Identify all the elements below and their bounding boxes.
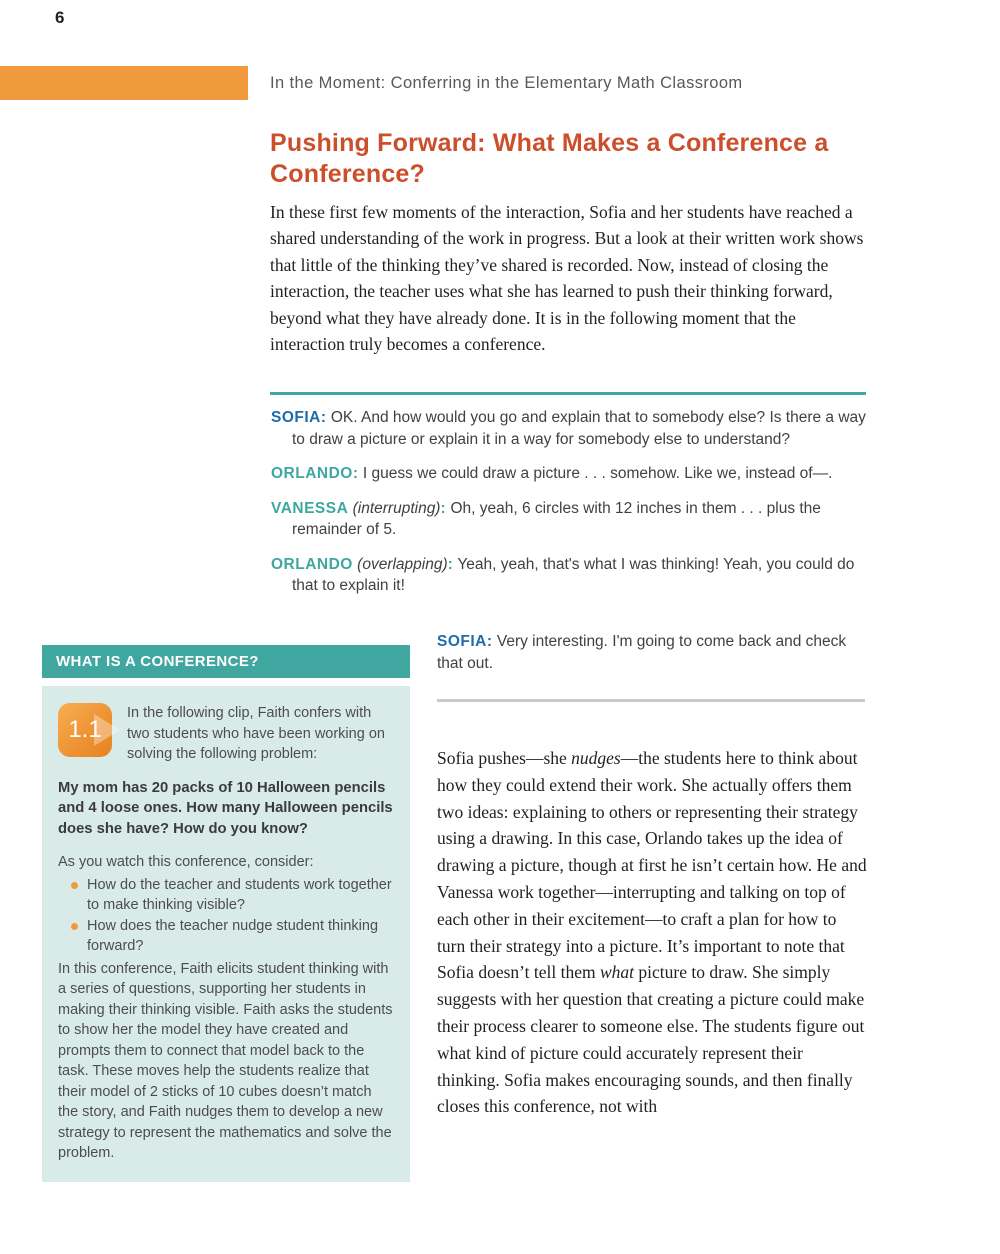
consider-lead: As you watch this conference, consider: <box>58 854 314 870</box>
dialogue-rule-bottom <box>437 699 865 702</box>
bullet-item <box>71 875 394 916</box>
video-clip-badge <box>58 703 112 757</box>
intro-paragraph: In these first few moments of the interaction, Sofia and her students have reached a shared understanding of the work in progress. But a look at their written work shows that little of the thinking they’ve shared is recorded. Now, instead of closing the interaction, the teacher uses what she has learned to push their thinking forward, beyond what they have already done. It is in the following moment that the interaction truly becomes a conference. <box>270 202 864 355</box>
problem-statement: My mom has 20 packs of 10 Halloween pencils and 4 loose ones. How many Halloween pencils does she have? How do you know? <box>58 779 393 837</box>
dialogue-block <box>271 407 867 610</box>
dialogue-line-sofia-2 <box>437 631 867 674</box>
running-head: In the Moment: Conferring in the Elementary Math Classroom <box>270 74 743 92</box>
bullet-item <box>71 916 394 957</box>
section-heading: Pushing Forward: What Makes a Conference a Conference? <box>270 129 829 188</box>
clip-intro-text: In the following clip, Faith confers with two students who have been working on solving the following problem: <box>127 705 385 762</box>
dialogue-line-orlando-1 <box>271 463 867 485</box>
dialogue-rule-top <box>270 392 866 395</box>
dialogue-text: I guess we could draw a picture . . . somehow. Like we, instead of—. <box>362 465 833 482</box>
speaker-label: SOFIA: <box>271 409 327 426</box>
folio-bar <box>0 66 248 100</box>
consider-bullets <box>58 875 394 957</box>
speaker-label: ORLANDO: <box>271 465 359 482</box>
dialogue-line-orlando-2 <box>271 554 867 597</box>
clip-row <box>58 701 394 765</box>
speaker-colon: : <box>447 555 454 573</box>
speaker-colon: : <box>440 499 447 517</box>
speaker-label: ORLANDO <box>271 555 353 573</box>
clip-number: 1.1 <box>68 715 102 743</box>
dialogue-line-sofia-1 <box>271 407 867 450</box>
bullet-dot-icon <box>71 882 78 889</box>
speaker-label: VANESSA <box>271 499 349 517</box>
dialogue-text: Yeah, yeah, that's what I was thinking! Yeah, you could do that to explain it! <box>292 555 855 594</box>
body-paragraph: Sofia pushes—she nudges—the students here to think about how they could extend their work. She actually offers them two ideas: explaining to others or representing their strategy using a drawing. In this case, Orlando takes up the idea of drawing a picture, though at first he isn’t certain how. He and Vanessa work together—interrupting and talking on top of each other in their excitement—to craft a plan for how to turn their strategy into a picture. It’s important to note that Sofia doesn’t tell them what picture to draw. She simply suggests with her question that creating a picture could make their process clearer to someone else. The students figure out what kind of picture could accurately represent their thinking. Sofia makes encouraging sounds, and then finally closes this conference, not with <box>437 748 867 1117</box>
bullet-text: How does the teacher nudge student thinking forward? <box>87 917 379 954</box>
play-icon <box>94 714 120 746</box>
sidebar-closing-paragraph: In this conference, Faith elicits student thinking with a series of questions, supporting her students in making their thinking visible. Faith asks the students to show her the model they have created and prompts them to connect that model back to the task. These moves help the students realize that their model of 2 sticks of 10 cubes doesn’t match the story, and Faith nudges them to develop a new strategy to represent the mathematics and solve the problem. <box>58 960 393 1161</box>
bullet-dot-icon <box>71 923 78 930</box>
sidebar-header: WHAT IS A CONFERENCE? <box>42 645 410 678</box>
speaker-label: SOFIA: <box>437 633 493 650</box>
dialogue-text: OK. And how would you go and explain that to somebody else? Is there a way to draw a picture or explain it in a way for somebody else to understand? <box>292 409 866 448</box>
dialogue-line-vanessa <box>271 498 867 541</box>
dialogue-text: Very interesting. I'm going to come back and check that out. <box>437 633 847 672</box>
bullet-text: How do the teacher and students work together to make thinking visible? <box>87 876 392 913</box>
stage-direction: (overlapping) <box>352 555 448 573</box>
sidebar-what-is-a-conference <box>42 645 410 1182</box>
sidebar-body <box>42 686 410 1182</box>
dialogue-text: Oh, yeah, 6 circles with 12 inches in them . . . plus the remainder of 5. <box>292 499 821 538</box>
page-number: 6 <box>55 8 65 27</box>
stage-direction: (interrupting) <box>348 499 441 517</box>
